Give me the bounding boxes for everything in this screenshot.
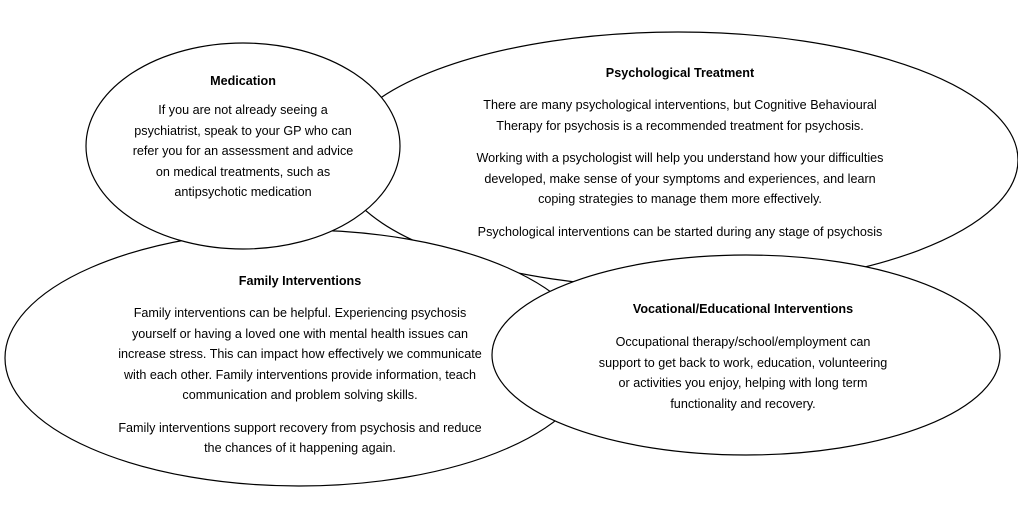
medication-node — [120, 72, 366, 203]
psychological-treatment-para-1: There are many psychological interventions, but Cognitive Behavioural Therapy for psychosis is a recommended treatment for psychosis. — [483, 98, 877, 133]
psychological-treatment-para-2: Working with a psychologist will help you understand how your difficulties developed, make sense of your symptoms and experiences, and learn coping strategies to manage them more effectively. — [476, 151, 884, 206]
family-interventions-para-2: Family interventions support recovery from psychosis and reduce the chances of it happening again. — [118, 420, 482, 455]
family-interventions-node — [80, 272, 520, 459]
psychological-treatment-para-3: Psychological interventions can be started during any stage of psychosis — [477, 224, 883, 239]
vocational-educational-node — [568, 300, 918, 414]
psychological-treatment-title: Psychological Treatment — [605, 66, 755, 80]
family-interventions-para-1: Family interventions can be helpful. Experiencing psychosis yourself or having a loved one with mental health issues can increase stress. This can impact how effectively we communicate with each other. Family interventions provide information, teach communication and problem solving skills. — [118, 306, 482, 402]
medication-body: If you are not already seeing a psychiatrist, speak to your GP who can refer you for an assessment and advice on medical treatments, such as antipsychotic medication — [132, 103, 354, 199]
family-interventions-title: Family Interventions — [238, 274, 362, 288]
medication-title: Medication — [210, 74, 276, 88]
vocational-educational-body: Occupational therapy/school/employment can support to get back to work, education, volunteering or activities you enjoy, helping with long term functionality and recovery. — [598, 335, 888, 411]
vocational-educational-title: Vocational/Educational Interventions — [632, 302, 854, 316]
psychological-treatment-node — [440, 64, 920, 242]
